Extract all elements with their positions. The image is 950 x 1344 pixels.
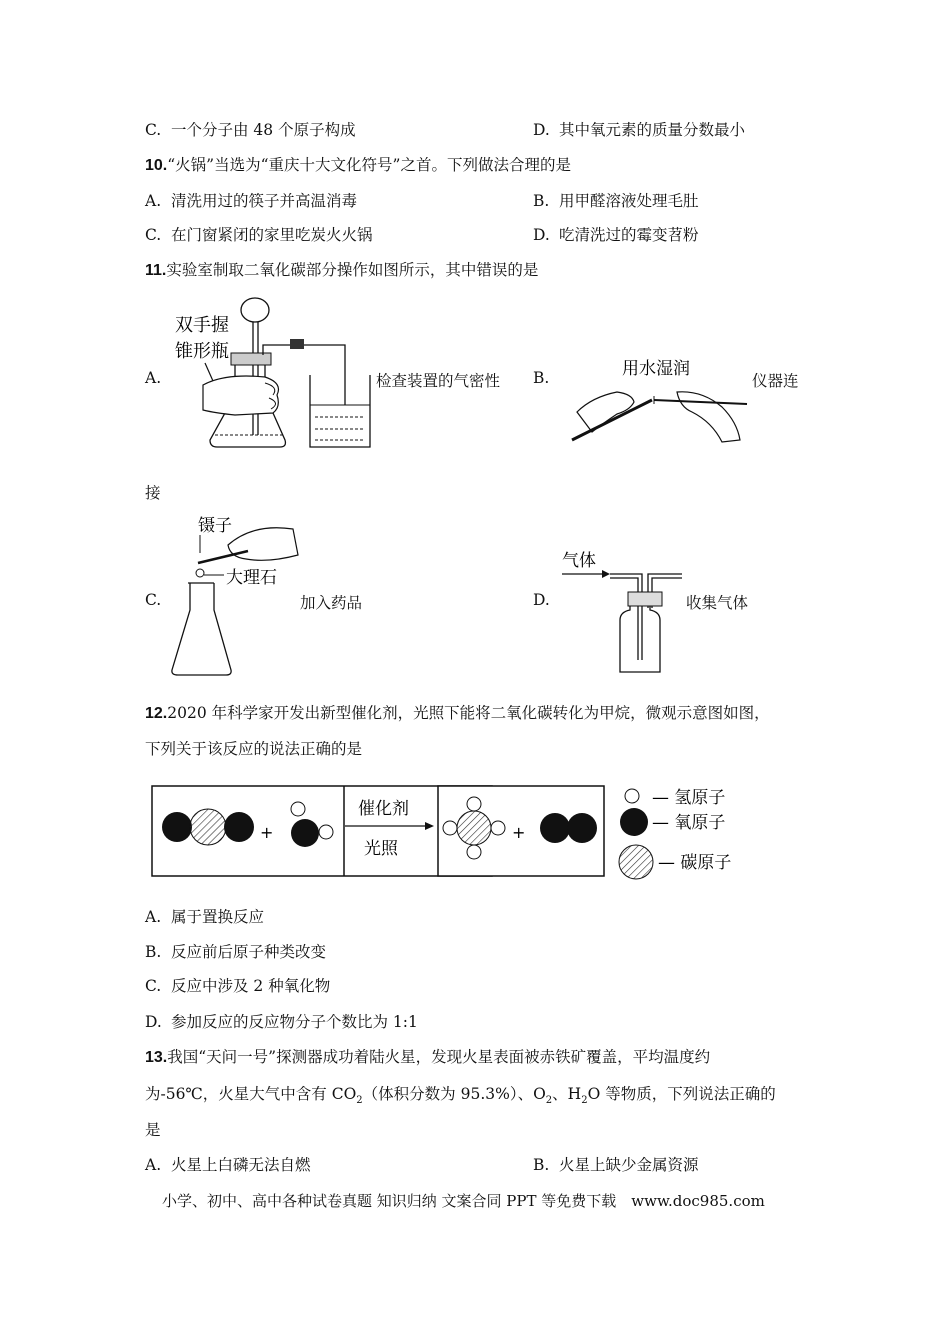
catalyst-label: 催化剂 (358, 799, 409, 819)
q10-option-a: A. 清洗用过的筷子并高温消毒 (145, 192, 358, 210)
q13-stem-line-2: 为-56℃，火星大气中含有 $CO_2$（体积分数为 95.3%）、$O_2$、$H_2O$ 等物质，下列说法正确的 (145, 1085, 776, 1107)
oxygen-atom (291, 819, 319, 847)
carbon-atom (190, 809, 226, 845)
hydrogen-atom (491, 821, 505, 835)
legend-oxygen-icon (620, 808, 648, 836)
carbon-atom (457, 811, 491, 845)
figure-label-flask: 锥形瓶 (175, 341, 229, 362)
hydrogen-atom (291, 802, 305, 816)
q12-option-d: D. 参加反应的反应物分子个数比为 1:1 (145, 1013, 418, 1031)
q9-option-d: D. 其中氧元素的质量分数最小 (533, 121, 746, 139)
figure-label-tweezers: 镊子 (198, 516, 232, 536)
q12-stem-line-2: 下列关于该反应的说法正确的是 (145, 740, 363, 758)
add-reagent-figure (168, 515, 298, 680)
tube-connection-figure (562, 352, 747, 447)
hydrogen-atom (319, 825, 333, 839)
q11-option-b-letter: B. (533, 369, 550, 387)
oxygen-atom (540, 813, 570, 843)
footer-text: 小学、初中、高中各种试卷真题 知识归纳 文案合同 PPT 等免费下载 www.doc985.com (162, 1192, 765, 1210)
legend-carbon-label: — 碳原子 (658, 853, 732, 873)
q12-option-a: A. 属于置换反应 (145, 908, 265, 926)
legend-carbon-icon (619, 845, 653, 879)
q13-stem-line-1: 13.我国“天问一号”探测器成功着陆火星，发现火星表面被赤铁矿覆盖，平均温度约 (145, 1048, 711, 1066)
q10-stem: 10.“火锅”当选为“重庆十大文化符号”之首。下列做法合理的是 (145, 156, 571, 174)
airtightness-check-figure (165, 295, 375, 455)
oxygen-atom (224, 812, 254, 842)
q13-option-b: B. 火星上缺少金属资源 (533, 1156, 699, 1174)
figure-label-hold: 双手握 (175, 315, 229, 336)
figure-label-wet: 用水湿润 (622, 359, 690, 379)
q10-option-d: D. 吃清洗过的霉变苕粉 (533, 226, 699, 244)
hydrogen-atom (443, 821, 457, 835)
figure-label-marble: 大理石 (226, 568, 277, 588)
q11-option-a-caption: 检查装置的气密性 (376, 372, 501, 390)
q11-option-c-letter: C. (145, 591, 162, 609)
q11-option-a-letter: A. (145, 369, 162, 387)
legend-hydrogen-icon (625, 789, 639, 803)
q13-option-a: A. 火星上白磷无法自燃 (145, 1156, 311, 1174)
hydrogen-atom (467, 845, 481, 859)
q12-option-c: C. 反应中涉及 2 种氧化物 (145, 977, 331, 995)
q11-stem: 11.实验室制取二氧化碳部分操作如图所示，其中错误的是 (145, 261, 539, 279)
q11-option-c-caption: 加入药品 (300, 594, 363, 612)
q9-option-c: C. 一个分子由 48 个原子构成 (145, 121, 356, 139)
q11-option-d-letter: D. (533, 591, 550, 609)
reaction-micro-diagram (150, 782, 750, 882)
plus-sign: + (512, 823, 526, 842)
q12-stem-line-1: 12.2020 年科学家开发出新型催化剂，光照下能将二氧化碳转化为甲烷，微观示意图如图， (145, 704, 770, 722)
gas-collection-figure (562, 548, 687, 678)
q10-option-c: C. 在门窗紧闭的家里吃炭火火锅 (145, 226, 373, 244)
oxygen-atom (567, 813, 597, 843)
plus-sign: + (260, 823, 274, 842)
oxygen-atom (162, 812, 192, 842)
hydrogen-atom (467, 797, 481, 811)
q13-stem-line-3: 是 (145, 1121, 161, 1139)
q10-option-b: B. 用甲醛溶液处理毛肚 (533, 192, 699, 210)
light-label: 光照 (364, 839, 398, 859)
legend-hydrogen-label: — 氢原子 (652, 788, 726, 808)
q11-option-b-caption-1: 仪器连 (752, 372, 799, 390)
q11-option-d-caption: 收集气体 (686, 594, 749, 612)
q11-option-b-caption-2: 接 (145, 484, 161, 502)
legend-oxygen-label: — 氧原子 (652, 813, 726, 833)
figure-label-gas: 气体 (562, 551, 596, 571)
q12-option-b: B. 反应前后原子种类改变 (145, 943, 327, 961)
